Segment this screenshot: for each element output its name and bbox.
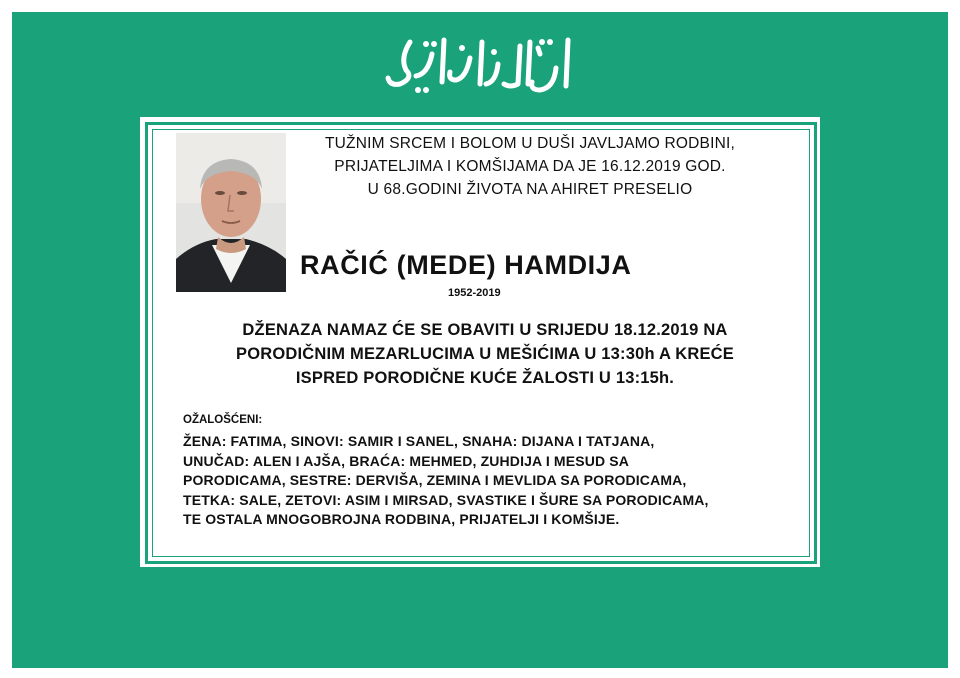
funeral-details <box>180 318 790 390</box>
mourners-line: TETKA: SALE, ZETOVI: ASIM I MIRSAD, SVASTIKE I ŠURE SA PORODICAMA, <box>183 491 709 508</box>
mourners-line: TE OSTALA MNOGOBROJNA RODBINA, PRIJATELJI I KOMŠIJE. <box>183 511 620 527</box>
mourners-line: ŽENA: FATIMA, SINOVI: SAMIR I SANEL, SNAHA: DIJANA I TATJANA, <box>183 433 655 449</box>
deceased-name: RAČIĆ (MEDE) HAMDIJA <box>300 250 632 280</box>
intro-line: TUŽNIM SRCEM I BOLOM U DUŠI JAVLJAMO RODBINI, <box>324 135 736 152</box>
intro-announcement <box>290 132 770 201</box>
deceased-photo <box>176 133 286 292</box>
funeral-line: DŽENAZA NAMAZ ĆE SE OBAVITI U SRIJEDU 18.12.2019 NA <box>242 321 728 339</box>
mourners-list <box>183 432 793 530</box>
funeral-line: ISPRED PORODIČNE KUĆE ŽALOSTI U 13:15h. <box>295 369 675 387</box>
intro-line: U 68.GODINI ŽIVOTA NA AHIRET PRESELIO <box>367 181 693 198</box>
funeral-line: PORODIČNIM MEZARLUCIMA U MEŠIĆIMA U 13:30h A KREĆE <box>236 345 734 363</box>
life-years: 1952-2019 <box>448 287 501 299</box>
intro-line: PRIJATELJIMA I KOMŠIJAMA DA JE 16.12.2019 GOD. <box>334 158 726 175</box>
arabic-calligraphy-header <box>370 28 590 108</box>
mourners-line: PORODICAMA, SESTRE: DERVIŠA, ZEMINA I MEVLIDA SA PORODICAMA, <box>183 472 687 488</box>
mourners-label: OŽALOŠĆENI: <box>183 414 263 426</box>
mourners-line: UNUČAD: ALEN I AJŠA, BRAĆA: MEHMED, ZUHDIJA I MESUD SA <box>183 452 629 469</box>
